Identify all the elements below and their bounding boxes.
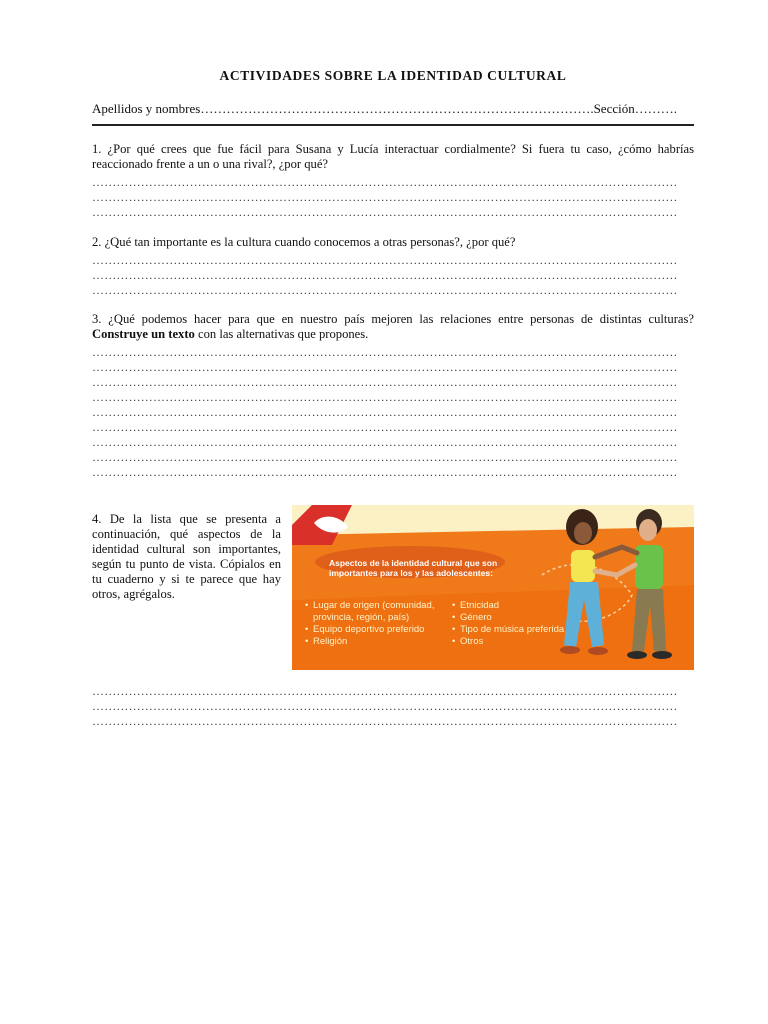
answer-line[interactable]: ……………………………………………………………………………………………………………………………… xyxy=(92,253,678,267)
question-2: 2. ¿Qué tan importante es la cultura cuando conocemos a otras personas?, ¿por qué? xyxy=(92,235,516,249)
list-item: • Tipo de música preferida xyxy=(452,624,577,636)
answer-line[interactable]: ……………………………………………………………………………………………………………………………… xyxy=(92,405,678,419)
list-item: • Religión xyxy=(305,636,455,648)
answer-line[interactable]: ……………………………………………………………………………………………………………………………… xyxy=(92,435,678,449)
figure-list-left xyxy=(305,600,455,648)
answer-line[interactable]: ……………………………………………………………………………………………………………………………… xyxy=(92,175,678,189)
answer-line[interactable]: ……………………………………………………………………………………………………………………………… xyxy=(92,283,678,297)
answer-line[interactable]: ……………………………………………………………………………………………………………………………… xyxy=(92,268,678,282)
figure-list-right xyxy=(452,600,577,648)
name-section-field[interactable]: Apellidos y nombres……………………………………………………………………………….Sección………. xyxy=(92,101,677,116)
answer-line[interactable]: ……………………………………………………………………………………………………………………………… xyxy=(92,465,678,479)
question-1: 1. ¿Por qué crees que fue fácil para Susana y Lucía interactuar cordialmente? Si fuera tu caso, ¿cómo habrías reaccionado frente a un o una rival?, ¿por qué? xyxy=(92,142,694,171)
question-4: 4. De la lista que se presenta a continuación, qué aspectos de la identidad cultural son importantes, según tu punto de vista. Cópialos en tu cuaderno y si te parece que hay otros, agrégalos. xyxy=(92,512,281,601)
answer-line[interactable]: ……………………………………………………………………………………………………………………………… xyxy=(92,360,678,374)
list-item: provincia, región, país) xyxy=(313,612,410,623)
question-3 xyxy=(92,312,694,342)
page-title: ACTIVIDADES SOBRE LA IDENTIDAD CULTURAL xyxy=(219,68,567,83)
list-item: • Etnicidad xyxy=(452,600,577,612)
answer-line[interactable]: ……………………………………………………………………………………………………………………………… xyxy=(92,375,678,389)
answer-line[interactable]: ……………………………………………………………………………………………………………………………… xyxy=(92,420,678,434)
header-divider xyxy=(92,124,694,126)
list-item: • Otros xyxy=(452,636,577,648)
list-item: • Lugar de origen (comunidad, xyxy=(305,600,455,612)
list-item: • Equipo deportivo preferido xyxy=(305,624,455,636)
answer-line[interactable]: ……………………………………………………………………………………………………………………………… xyxy=(92,390,678,404)
question-3-bold: Construye un texto xyxy=(92,327,195,341)
answer-line[interactable]: ……………………………………………………………………………………………………………………………… xyxy=(92,205,678,219)
answer-line[interactable]: ……………………………………………………………………………………………………………………………… xyxy=(92,699,678,713)
answer-line[interactable]: ……………………………………………………………………………………………………………………………… xyxy=(92,684,678,698)
answer-line[interactable]: ……………………………………………………………………………………………………………………………… xyxy=(92,714,678,728)
answer-line[interactable]: ……………………………………………………………………………………………………………………………… xyxy=(92,345,678,359)
identity-illustration xyxy=(292,505,694,670)
list-item: • Género xyxy=(452,612,577,624)
answer-line[interactable]: ……………………………………………………………………………………………………………………………… xyxy=(92,450,678,464)
answer-line[interactable]: ……………………………………………………………………………………………………………………………… xyxy=(92,190,678,204)
figure-heading: Aspectos de la identidad cultural que son importantes para los y las adolescentes: xyxy=(329,558,498,578)
question-3-text-end: con las alternativas que propones. xyxy=(194,327,369,341)
question-3-text: 3. ¿Qué podemos hacer para que en nuestro país mejoren las relaciones entre personas de distintas culturas? xyxy=(92,312,694,326)
